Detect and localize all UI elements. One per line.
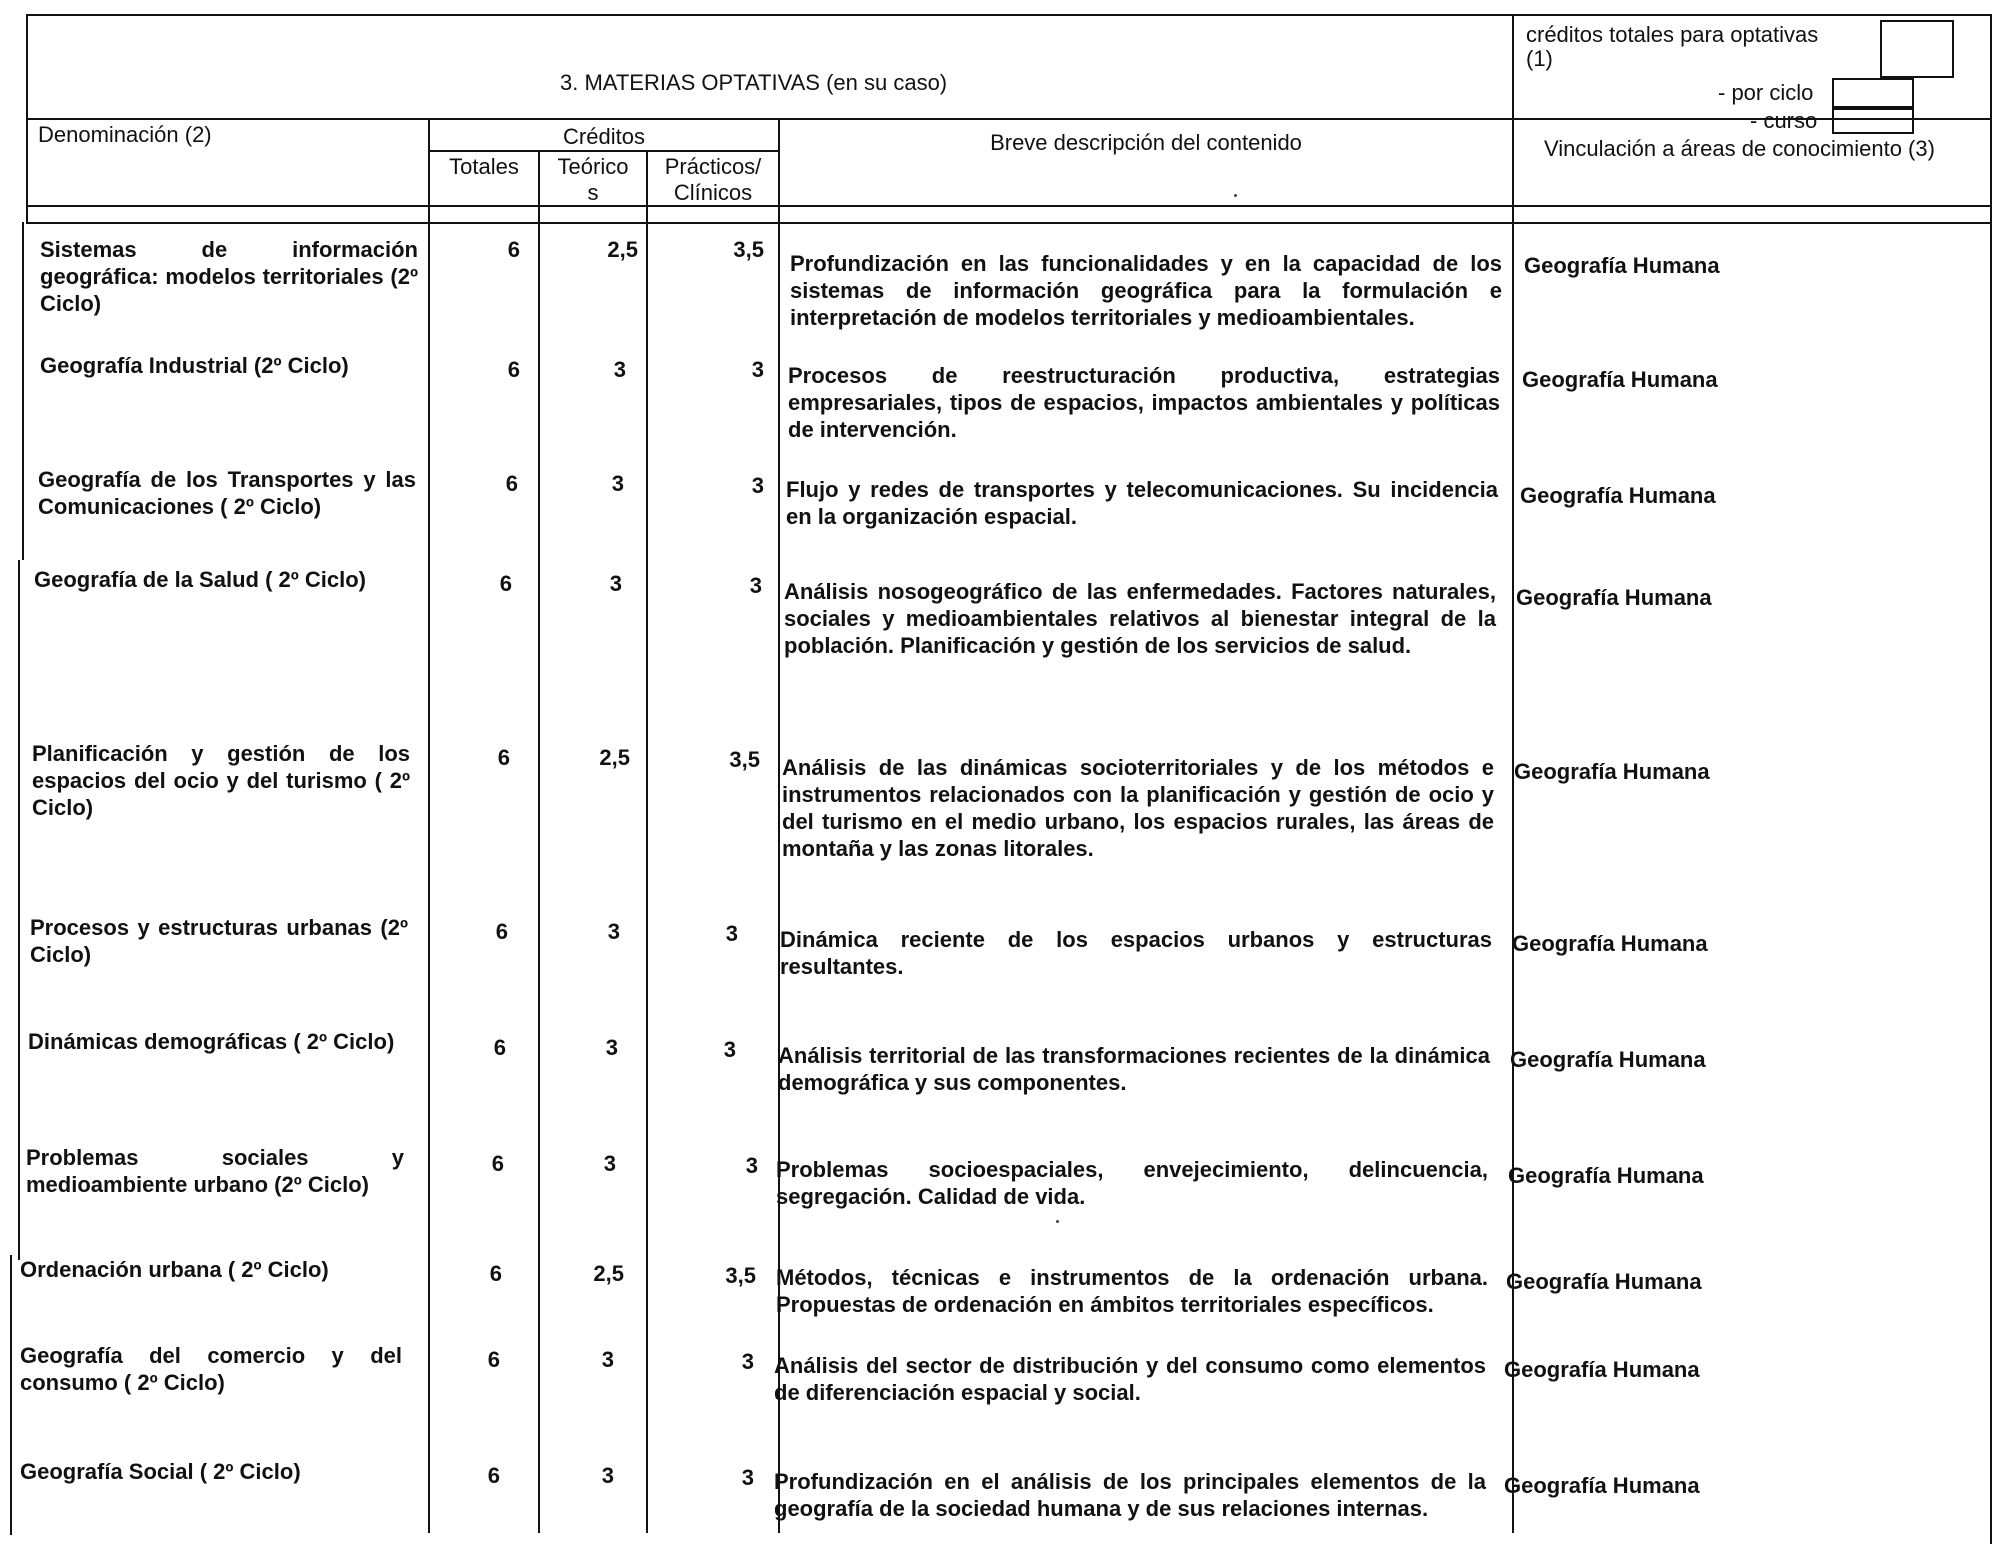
left-border-top (26, 14, 28, 222)
subject-name: Geografía del comercio y del consumo ( 2º Ciclo) (20, 1343, 402, 1395)
subject-name: Geografía de la Salud ( 2º Ciclo) (34, 567, 366, 592)
credits-totales: 6 (493, 1035, 506, 1060)
col-header-practicos-2: Clínicos (673, 180, 753, 205)
header-bottom-border (26, 205, 1992, 207)
total-credits-label: créditos totales para optativas (1526, 22, 1819, 47)
col-header-descripcion: Breve descripción del contenido (990, 130, 1302, 155)
credits-practicos: 3 (741, 1349, 754, 1374)
section-title: 3. MATERIAS OPTATIVAS (en su caso) (560, 70, 948, 95)
curso-box (1832, 108, 1914, 134)
knowledge-area: Geografía Humana (1504, 1357, 1700, 1382)
col-header-creditos: Créditos (563, 124, 645, 149)
credits-teoricos: 3 (601, 1347, 614, 1372)
por-ciclo-box (1832, 78, 1914, 108)
table-top-border (26, 14, 1992, 16)
subject-name: Procesos y estructuras urbanas (2º Ciclo) (30, 915, 408, 967)
credits-practicos: 3,5 (725, 1263, 756, 1288)
credits-teoricos: 3 (605, 1035, 618, 1060)
credits-practicos: 3 (749, 573, 762, 598)
credits-totales: 6 (495, 919, 508, 944)
credits-teoricos: 3 (607, 919, 620, 944)
credits-totales: 6 (497, 745, 510, 770)
credits-totales: 6 (499, 571, 512, 596)
subject-name: Planificación y gestión de los espacios del ocio y del turismo ( 2º Ciclo) (32, 741, 410, 820)
credits-practicos: 3 (751, 473, 764, 498)
col-divider-name (428, 118, 430, 1533)
credits-teoricos: 3 (609, 571, 622, 596)
col-divider-practicos (778, 118, 780, 1533)
subject-description: Dinámica reciente de los espacios urbanos y estructuras resultantes. (780, 927, 1492, 979)
credits-teoricos: 2,5 (593, 1261, 624, 1286)
knowledge-area: Geografía Humana (1504, 1473, 1700, 1498)
knowledge-area: Geografía Humana (1522, 367, 1718, 392)
curso-label: - curso (1750, 108, 1818, 133)
knowledge-area: Geografía Humana (1506, 1269, 1702, 1294)
left-border-body (22, 222, 24, 560)
subject-description: Profundización en las funcionalidades y en la capacidad de los sistemas de información geográfica para la formulación e interpretación de modelos territoriales y medioambientales. (790, 251, 1502, 330)
subject-description: Métodos, técnicas e instrumentos de la ordenación urbana. Propuestas de ordenación en ámbitos territoriales específicos. (776, 1265, 1488, 1317)
subject-name: Ordenación urbana ( 2º Ciclo) (20, 1257, 329, 1282)
credits-teoricos: 3 (611, 471, 624, 496)
subject-description: Profundización en el análisis de los principales elementos de la geografía de la sociedad humana y de sus relaciones internas. (774, 1469, 1486, 1521)
subject-name: Geografía de los Transportes y las Comunicaciones ( 2º Ciclo) (38, 467, 416, 519)
credits-practicos: 3 (725, 921, 738, 946)
knowledge-area: Geografía Humana (1514, 759, 1710, 784)
col-header-teoricos-1: Teórico (557, 154, 629, 179)
subject-description: Análisis de las dinámicas socioterritoriales y de los métodos e instrumentos relacionados con la planificación y gestión de ocio y del turismo en el medio urbano, los espacios rurales, las áreas de montaña y las zonas litorales. (782, 755, 1494, 861)
col-header-vinculacion: Vinculación a áreas de conocimiento (3) (1544, 136, 1935, 161)
total-credits-note: (1) (1526, 46, 1553, 71)
subject-name: Geografía Industrial (2º Ciclo) (40, 353, 349, 378)
knowledge-area: Geografía Humana (1508, 1163, 1704, 1188)
credits-totales: 6 (505, 471, 518, 496)
credits-totales: 6 (487, 1347, 500, 1372)
credits-practicos: 3 (745, 1153, 758, 1178)
knowledge-area: Geografía Humana (1520, 483, 1716, 508)
subject-description: Análisis nosogeográfico de las enfermedades. Factores naturales, sociales y medioambientales relativos al bienestar integral de la población. Planificación y gestión de los servicios de salud. (784, 579, 1496, 658)
col-header-teoricos-2: s (587, 180, 599, 205)
subject-description: Flujo y redes de transportes y telecomunicaciones. Su incidencia en la organización espacial. (786, 477, 1498, 529)
credits-totales: 6 (489, 1261, 502, 1286)
right-border (1990, 14, 1992, 1544)
body-top-border (26, 222, 1992, 224)
col-divider-totales (538, 150, 540, 1533)
credits-teoricos: 3 (613, 357, 626, 382)
knowledge-area: Geografía Humana (1516, 585, 1712, 610)
col-header-totales: Totales (449, 154, 519, 179)
scan-speck (1056, 1220, 1059, 1223)
subject-description: Problemas socioespaciales, envejecimiento, delincuencia, segregación. Calidad de vida. (776, 1157, 1488, 1209)
scan-speck (1234, 194, 1237, 197)
col-header-denominacion: Denominación (2) (38, 122, 212, 147)
left-border-body-2 (18, 560, 20, 1260)
credits-practicos: 3 (751, 357, 764, 382)
header-divider (26, 118, 1992, 120)
credits-practicos: 3,5 (729, 747, 760, 772)
por-ciclo-label: - por ciclo (1718, 80, 1814, 105)
credits-teoricos: 2,5 (599, 745, 630, 770)
subject-description: Procesos de reestructuración productiva, estrategias empresariales, tipos de espacios, impactos ambientales y políticas de intervención. (788, 363, 1500, 442)
subject-name: Sistemas de información geográfica: modelos territoriales (2º Ciclo) (40, 237, 418, 316)
knowledge-area: Geografía Humana (1512, 931, 1708, 956)
col-header-practicos-1: Prácticos/ (664, 154, 762, 179)
credits-totales: 6 (491, 1151, 504, 1176)
knowledge-area: Geografía Humana (1510, 1047, 1706, 1072)
credits-practicos: 3 (723, 1037, 736, 1062)
credits-practicos: 3,5 (733, 237, 764, 262)
col-divider-teoricos (646, 150, 648, 1533)
knowledge-area: Geografía Humana (1524, 253, 1720, 278)
credits-teoricos: 3 (603, 1151, 616, 1176)
subject-name: Problemas sociales y medioambiente urbano (2º Ciclo) (26, 1145, 404, 1197)
left-border-body-3 (10, 1255, 12, 1535)
credits-totales: 6 (507, 237, 520, 262)
total-credits-box (1880, 20, 1954, 78)
subject-description: Análisis territorial de las transformaciones recientes de la dinámica demográfica y sus componentes. (778, 1043, 1490, 1095)
credits-teoricos: 3 (601, 1463, 614, 1488)
subject-name: Geografía Social ( 2º Ciclo) (20, 1459, 301, 1484)
credits-practicos: 3 (741, 1465, 754, 1490)
credits-subheader-divider (428, 150, 778, 152)
credits-totales: 6 (507, 357, 520, 382)
credits-totales: 6 (487, 1463, 500, 1488)
credits-teoricos: 2,5 (607, 237, 638, 262)
subject-name: Dinámicas demográficas ( 2º Ciclo) (28, 1029, 395, 1054)
subject-description: Análisis del sector de distribución y del consumo como elementos de diferenciación espacial y social. (774, 1353, 1486, 1405)
